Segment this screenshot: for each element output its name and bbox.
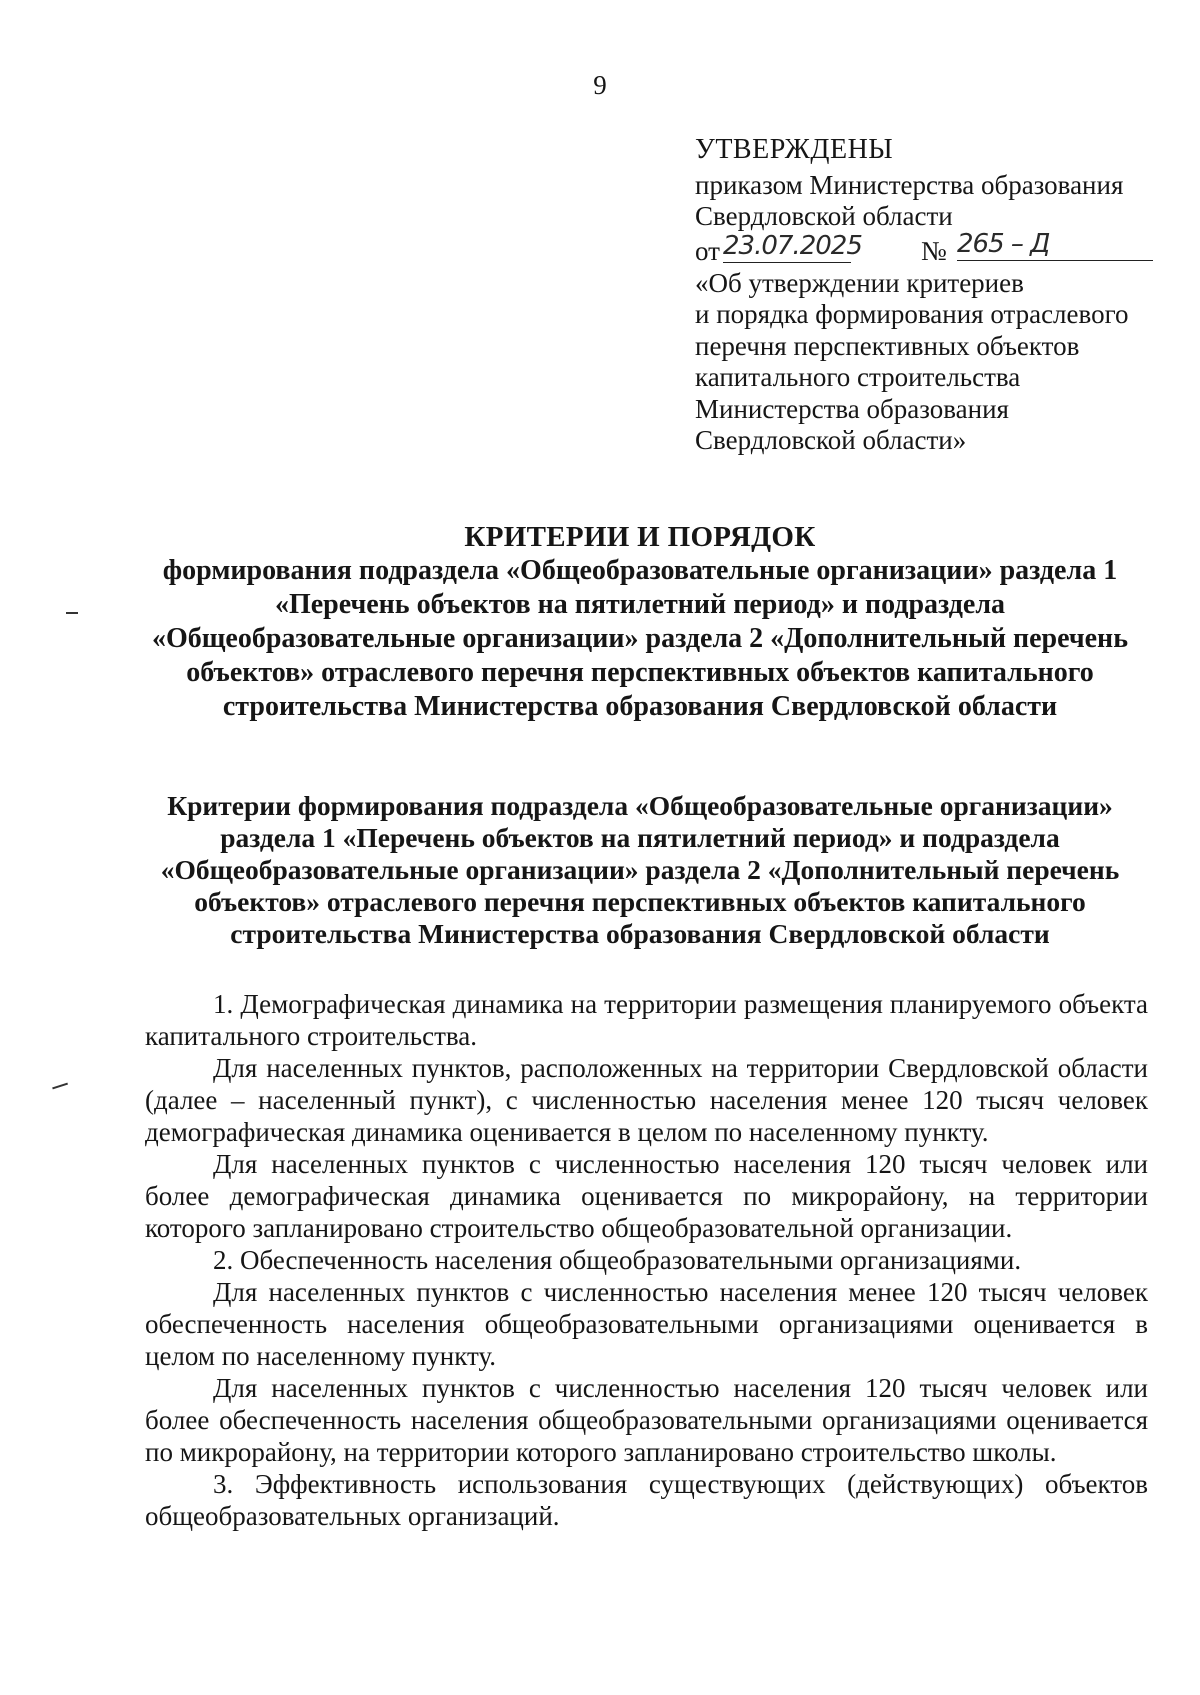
paragraph: Для населенных пунктов с численностью населения 120 тысяч человек или более демографическая динамика оценивается по микрорайону, на территории которого запланировано строительство общеобразовательной организации. (145, 1149, 1148, 1243)
section-title-line: Критерии формирования подраздела «Общеобразовательные организации» (167, 790, 1113, 821)
approval-block (695, 134, 1155, 457)
document-title-line: «Общеобразовательные организации» раздела 2 «Дополнительный перечень (152, 623, 1128, 654)
order-title-line: капитального строительства (695, 362, 1021, 392)
handwritten-number: 265 – Д (957, 229, 1153, 262)
section-title-line: «Общеобразовательные организации» раздела 2 «Дополнительный перечень (160, 854, 1120, 885)
approval-heading: УТВЕРЖДЕНЫ (695, 134, 894, 165)
scan-mark (52, 1083, 68, 1089)
paragraph: Для населенных пунктов, расположенных на территории Свердловской области (далее – населенный пункт), с численностью населения менее 120 тысяч человек демографическая динамика оценивается в целом по населенному пункту. (145, 1053, 1148, 1147)
paragraph: 2. Обеспеченность населения общеобразовательными организациями. (213, 1245, 1022, 1275)
page-number: 9 (593, 70, 607, 100)
section-title-line: раздела 1 «Перечень объектов на пятилетний период» и подраздела (220, 822, 1060, 853)
paragraph: 1. Демографическая динамика на территории размещения планируемого объекта капитального строительства. (145, 989, 1148, 1051)
approval-line: приказом Министерства образования (695, 169, 1124, 200)
document-title-heading: КРИТЕРИИ И ПОРЯДОК (464, 521, 816, 553)
order-title-line: перечня перспективных объектов (695, 330, 1080, 361)
date-prefix: от (695, 235, 720, 266)
document-title-line: объектов» отраслевого перечня перспективных объектов капитального (186, 657, 1094, 688)
handwritten-date: 23.07.2025 (723, 231, 851, 264)
order-title-line: «Об утверждении критериев (695, 267, 1024, 298)
number-prefix: № (921, 235, 947, 266)
document-title-line: формирования подраздела «Общеобразовательные организации» раздела 1 (162, 555, 1118, 586)
order-title-line: Свердловской области» (695, 425, 967, 455)
paragraph: Для населенных пунктов с численностью населения менее 120 тысяч человек обеспеченность населения общеобразовательными организациями оценивается в целом по населенному пункту. (145, 1277, 1148, 1371)
paragraph: 3. Эффективность использования существующих (действующих) объектов общеобразовательных организаций. (145, 1469, 1148, 1531)
body-text (145, 988, 1148, 1532)
section-title-line: строительства Министерства образования Свердловской области (230, 918, 1050, 949)
document-title-line: «Перечень объектов на пятилетний период» и подраздела (274, 589, 1006, 620)
document-title (140, 520, 1140, 724)
order-title-line: и порядка формирования отраслевого (695, 299, 1129, 329)
section-title-line: объектов» отраслевого перечня перспективных объектов капитального (194, 886, 1086, 917)
order-title-line: Министерства образования (695, 393, 1009, 424)
order-reference-row (695, 228, 1155, 268)
paragraph: Для населенных пунктов с численностью населения 120 тысяч человек или более обеспеченность населения общеобразовательными организациями оценивается по микрорайону, на территории которого запланировано строительство школы. (145, 1373, 1148, 1467)
section-title (140, 790, 1140, 950)
approval-line: Свердловской области (695, 201, 953, 231)
document-title-line: строительства Министерства образования Свердловской области (222, 691, 1058, 722)
scan-mark (66, 612, 78, 614)
